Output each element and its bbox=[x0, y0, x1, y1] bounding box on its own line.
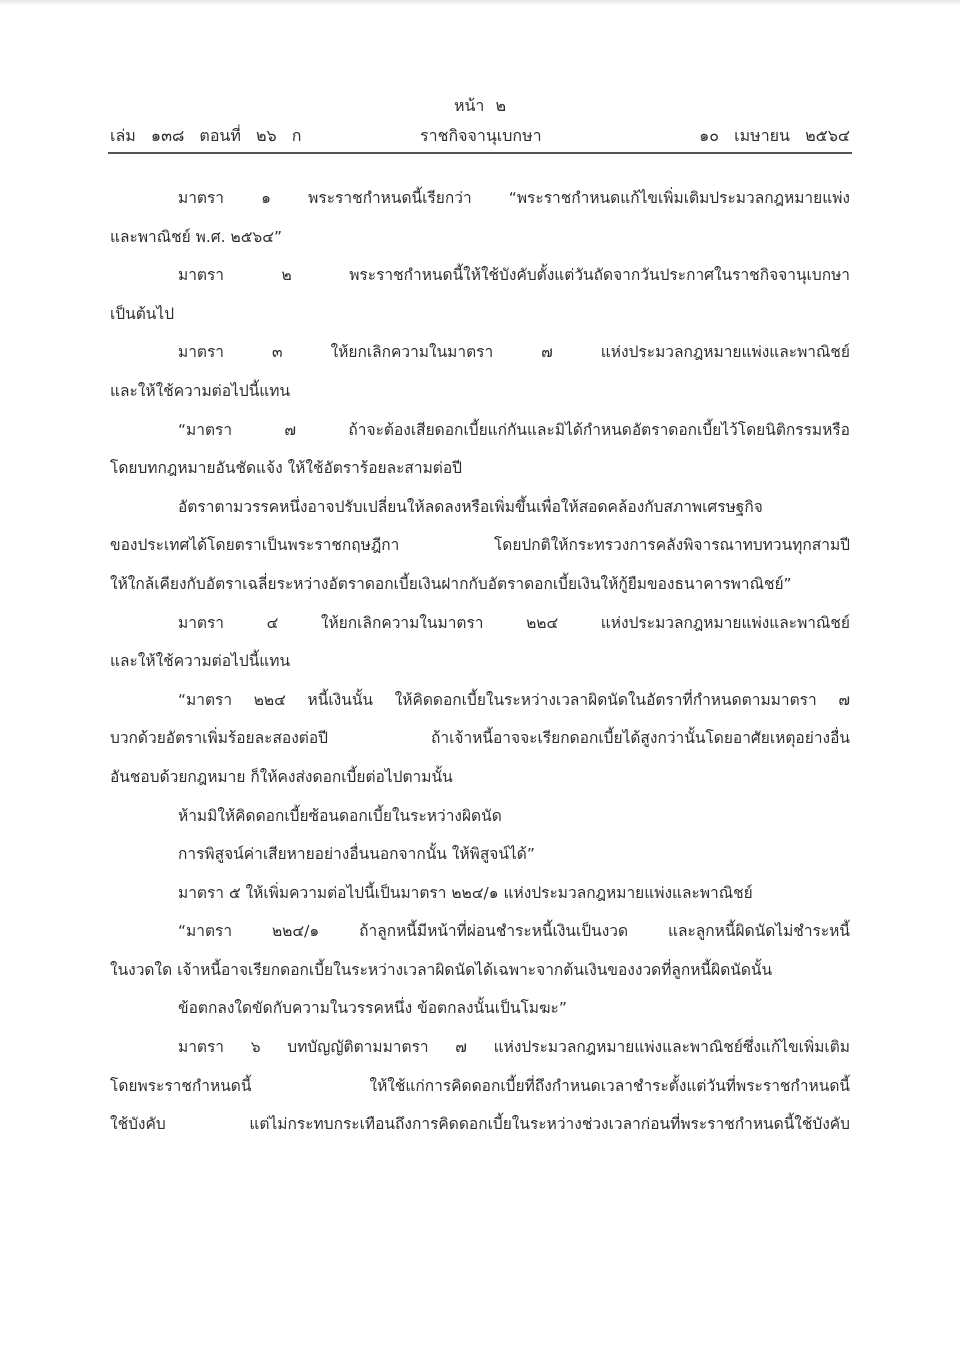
section-224-para-2: ห้ามมิให้คิดดอกเบี้ยซ้อนดอกเบี้ยในระหว่างผิดนัด bbox=[178, 806, 502, 825]
section-1-line-1: มาตรา ๑ พระราชกำหนดนี้เรียกว่า “พระราชกำหนดแก้ไขเพิ่มเติมประมวลกฎหมายแพ่ง bbox=[178, 189, 850, 207]
section-4-line-1: มาตรา ๔ ให้ยกเลิกความในมาตรา ๒๒๔ แห่งประมวลกฎหมายแพ่งและพาณิชย์ bbox=[178, 613, 850, 632]
section-7-para-2-line-3: ให้ใกล้เคียงกับอัตราเฉลี่ยระหว่างอัตราดอกเบี้ยเงินฝากกับอัตราดอกเบี้ยเงินให้กู้ยืมของธนาคารพาณิชย์” bbox=[110, 574, 792, 593]
section-6-line-2: โดยพระราชกำหนดนี้ ให้ใช้แก่การคิดดอกเบี้ยที่ถึงกำหนดเวลาชำระตั้งแต่วันที่พระราชกำหนดนี้ bbox=[110, 1076, 850, 1095]
section-224-1-text-line-2: ในงวดใด เจ้าหนี้อาจเรียกดอกเบี้ยในระหว่างเวลาผิดนัดได้เฉพาะจากต้นเงินของงวดที่ลูกหนี้ผิดนัดนั้น bbox=[110, 960, 773, 979]
section-224-text-line-1: “มาตรา ๒๒๔ หนี้เงินนั้น ให้คิดดอกเบี้ยในระหว่างเวลาผิดนัดในอัตราที่กำหนดตามมาตรา ๗ bbox=[178, 690, 850, 709]
section-2-line-2: เป็นต้นไป bbox=[110, 304, 175, 323]
section-7-text-line-1: “มาตรา ๗ ถ้าจะต้องเสียดอกเบี้ยแก่กันและมิได้กำหนดอัตราดอกเบี้ยไว้โดยนิติกรรมหรือ bbox=[178, 420, 850, 439]
gazette-header bbox=[110, 124, 850, 148]
section-6-line-1: มาตรา ๖ บทบัญญัติตามมาตรา ๗ แห่งประมวลกฎหมายแพ่งและพาณิชย์ซึ่งแก้ไขเพิ่มเติม bbox=[178, 1038, 850, 1057]
section-2-line-1: มาตรา ๒ พระราชกำหนดนี้ให้ใช้บังคับตั้งแต่วันถัดจากวันประกาศในราชกิจจานุเบกษา bbox=[178, 266, 850, 285]
section-6-line-3: ใช้บังคับ แต่ไม่กระทบกระเทือนถึงการคิดดอกเบี้ยในระหว่างช่วงเวลาก่อนที่พระราชกำหนดนี้ใช้บังคับ bbox=[110, 1115, 850, 1134]
section-5-line-1: มาตรา ๕ ให้เพิ่มความต่อไปนี้เป็นมาตรา ๒๒๔/๑ แห่งประมวลกฎหมายแพ่งและพาณิชย์ bbox=[178, 883, 753, 902]
header-divider bbox=[108, 152, 852, 154]
section-7-para-2-line-1: อัตราตามวรรคหนึ่งอาจปรับเปลี่ยนให้ลดลงหรือเพิ่มขึ้นเพื่อให้สอดคล้องกับสภาพเศรษฐกิจ bbox=[178, 497, 763, 516]
section-224-1-text-line-1: “มาตรา ๒๒๔/๑ ถ้าลูกหนี้มีหน้าที่ผ่อนชำระหนี้เงินเป็นงวด และลูกหนี้ผิดนัดไม่ชำระหนี้ bbox=[178, 922, 850, 941]
section-4-line-2: และให้ใช้ความต่อไปนี้แทน bbox=[110, 652, 291, 671]
page-number: หน้า ๒ bbox=[453, 96, 507, 115]
volume-issue: เล่ม ๑๓๘ ตอนที่ ๒๖ ก bbox=[110, 126, 302, 145]
document-body bbox=[110, 179, 850, 1144]
section-1-line-2: และพาณิชย์ พ.ศ. ๒๕๖๔” bbox=[110, 227, 283, 246]
section-3-line-2: และให้ใช้ความต่อไปนี้แทน bbox=[110, 381, 291, 400]
publication-date: ๑๐ เมษายน ๒๕๖๔ bbox=[699, 126, 850, 145]
section-224-1-para-2: ข้อตกลงใดขัดกับความในวรรคหนึ่ง ข้อตกลงนั้นเป็นโมฆะ” bbox=[178, 999, 567, 1018]
section-224-para-3: การพิสูจน์ค่าเสียหายอย่างอื่นนอกจากนั้น ให้พิสูจน์ได้” bbox=[178, 845, 535, 864]
section-224-text-line-3: อันชอบด้วยกฎหมาย ก็ให้คงส่งดอกเบี้ยต่อไปตามนั้น bbox=[110, 767, 453, 786]
section-224-text-line-2: บวกด้วยอัตราเพิ่มร้อยละสองต่อปี ถ้าเจ้าหนี้อาจจะเรียกดอกเบี้ยได้สูงกว่านั้นโดยอาศัยเหตุอย่างอื่น bbox=[110, 729, 850, 748]
section-3-line-1: มาตรา ๓ ให้ยกเลิกความในมาตรา ๗ แห่งประมวลกฎหมายแพ่งและพาณิชย์ bbox=[178, 343, 850, 362]
section-7-para-2-line-2: ของประเทศได้โดยตราเป็นพระราชกฤษฎีกา โดยปกติให้กระทรวงการคลังพิจารณาทบทวนทุกสามปี bbox=[110, 536, 850, 555]
page-top-shadow bbox=[0, 0, 960, 6]
section-7-text-line-2: โดยบทกฎหมายอันชัดแจ้ง ให้ใช้อัตราร้อยละสามต่อปี bbox=[110, 459, 463, 478]
publication-title: ราชกิจจานุเบกษา bbox=[420, 126, 542, 145]
